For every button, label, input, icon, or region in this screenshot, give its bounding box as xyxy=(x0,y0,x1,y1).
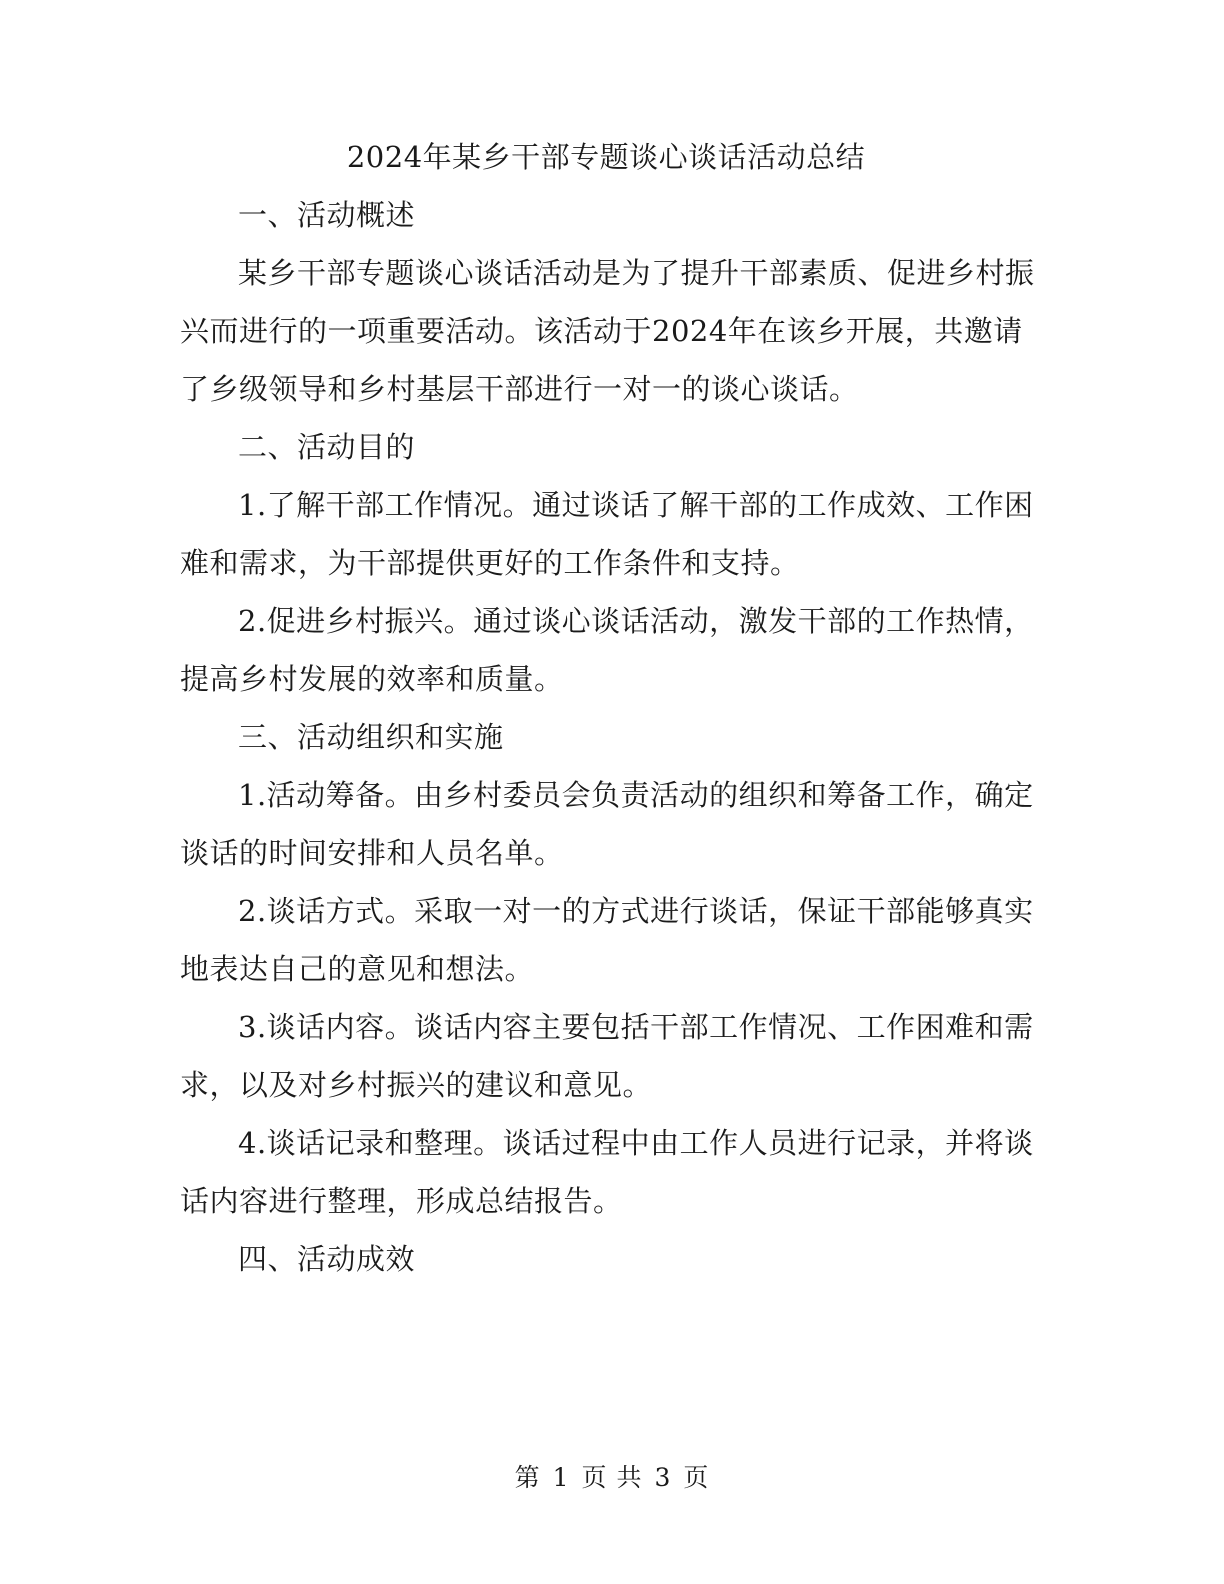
page-footer xyxy=(0,1460,1224,1496)
document-body xyxy=(180,128,1040,1288)
footer-prefix: 第 xyxy=(514,1463,541,1492)
section-heading-organization: 三、活动组织和实施 xyxy=(238,720,504,754)
paragraph-purpose-2: 2.促进乡村振兴。通过谈心谈话活动，激发干部的工作热情，提高乡村发展的效率和质量。 xyxy=(180,604,1034,696)
section-heading-purpose: 二、活动目的 xyxy=(238,430,416,464)
paragraph-organization-4: 4.谈话记录和整理。谈话过程中由工作人员进行记录，并将谈话内容进行整理，形成总结报告。 xyxy=(180,1126,1034,1218)
paragraph-overview: 某乡干部专题谈心谈话活动是为了提升干部素质、促进乡村振兴而进行的一项重要活动。该活动于2024年在该乡开展，共邀请了乡级领导和乡村基层干部进行一对一的谈心谈话。 xyxy=(180,256,1035,406)
footer-total-pages: 3 xyxy=(654,1463,672,1492)
footer-current-page: 1 xyxy=(552,1463,570,1492)
footer-middle: 页 共 xyxy=(581,1463,643,1492)
paragraph-purpose-1: 1.了解干部工作情况。通过谈话了解干部的工作成效、工作困难和需求，为干部提供更好的工作条件和支持。 xyxy=(180,488,1034,580)
section-heading-overview: 一、活动概述 xyxy=(238,198,416,232)
section-heading-results: 四、活动成效 xyxy=(238,1242,416,1276)
paragraph-organization-3: 3.谈话内容。谈话内容主要包括干部工作情况、工作困难和需求，以及对乡村振兴的建议和意见。 xyxy=(180,1010,1034,1102)
footer-suffix: 页 xyxy=(683,1463,710,1492)
document-title: 2024年某乡干部专题谈心谈话活动总结 xyxy=(346,140,866,174)
paragraph-organization-1: 1.活动筹备。由乡村委员会负责活动的组织和筹备工作，确定谈话的时间安排和人员名单。 xyxy=(180,778,1034,870)
paragraph-organization-2: 2.谈话方式。采取一对一的方式进行谈话，保证干部能够真实地表达自己的意见和想法。 xyxy=(180,894,1034,986)
